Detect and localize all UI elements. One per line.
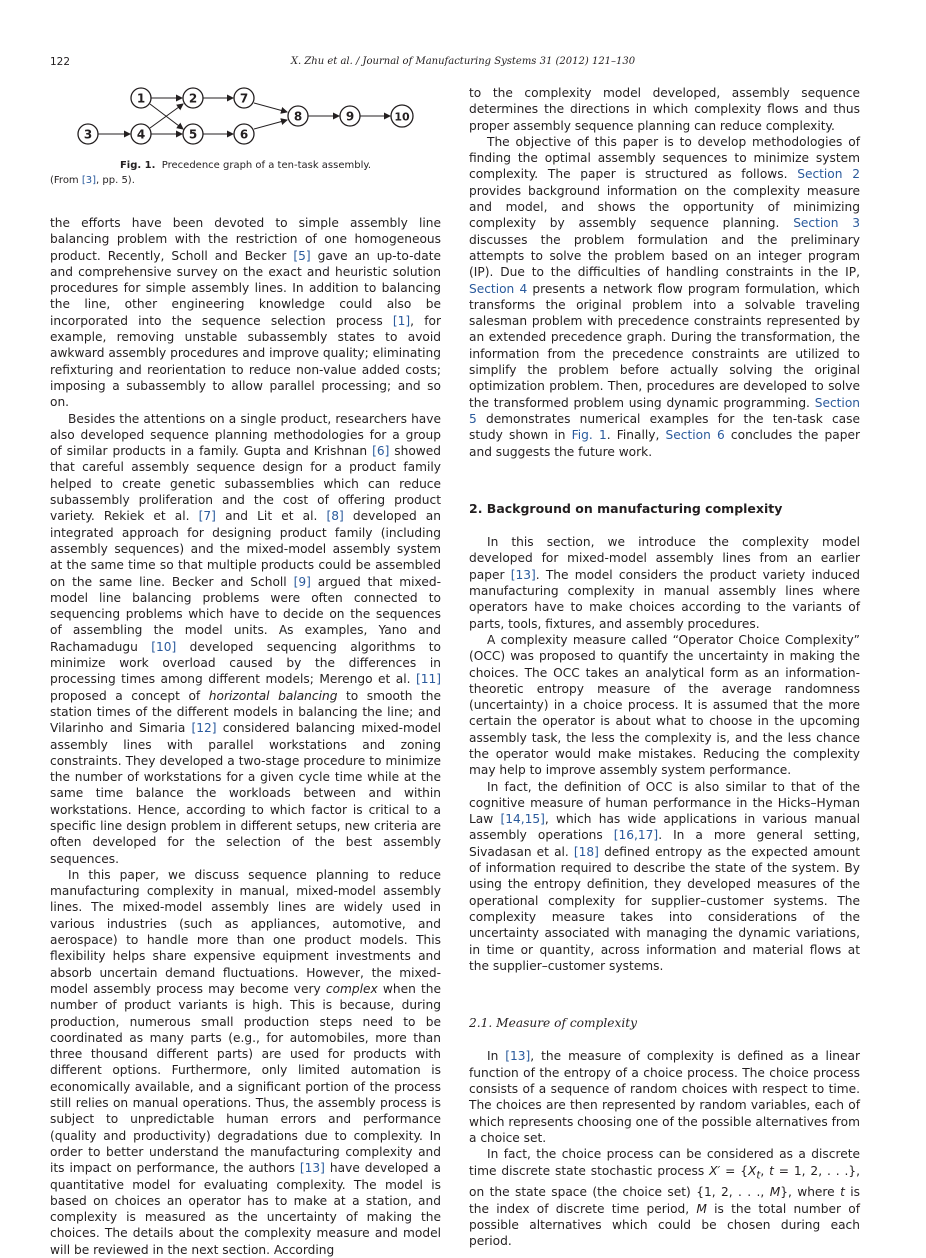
text-run: the efforts have been devoted to simple assembly line balancing problem with the restriction of one homogeneous product. Recently, Scholl and Becker	[50, 216, 441, 263]
text-run: = 1, 2, . . .}, on the state space (the choice set) {1, 2, . . .,	[469, 1163, 861, 1200]
section-link[interactable]: Section 3	[793, 216, 860, 231]
reference-link[interactable]: [13]	[510, 567, 536, 582]
figure-source-post: , pp. 5).	[96, 175, 135, 186]
subsection-heading: 2.1. Measure of complexity	[469, 1016, 638, 1031]
node-4-label: 4	[136, 127, 146, 142]
math-subscript: t	[756, 1169, 761, 1181]
text-run: developed sequencing algorithms to minimize work overload caused by the differences in processing times among different models; Merengo et al.	[50, 639, 441, 687]
reference-link[interactable]: [8]	[326, 509, 344, 524]
reference-link[interactable]: [13]	[505, 1049, 531, 1064]
figure-caption-label: Fig. 1.	[119, 160, 156, 171]
node-2-label: 2	[188, 91, 198, 106]
text-run: developed an integrated approach for designing product family (including assembly sequences) and the mixed-model assembly system at the same time so that multiple products could be assembled on the same line. Becker and Scholl	[50, 509, 442, 589]
running-head: X. Zhu et al. / Journal of Manufacturing Systems 31 (2012) 121–130	[290, 56, 636, 67]
reference-link[interactable]: [11]	[415, 672, 441, 687]
node-3-label: 3	[83, 127, 93, 142]
text-run: The objective of this paper is to develop methodologies of finding the optimal assembly sequences to minimize system complexity. The paper is structured as follows.	[469, 134, 860, 182]
node-10-label: 10	[394, 110, 410, 124]
reference-link[interactable]: [14,15]	[500, 812, 545, 827]
node-7-label: 7	[239, 91, 249, 106]
text-run: , which has wide applications in various manual assembly operations	[469, 812, 860, 843]
section-link[interactable]: Section 4	[469, 281, 528, 296]
right-column	[469, 85, 860, 1249]
section-link[interactable]: Section 5	[469, 395, 860, 426]
figure-source	[50, 175, 135, 186]
paragraph	[469, 134, 860, 460]
paragraph	[469, 1048, 860, 1146]
reference-link[interactable]: [12]	[191, 721, 217, 736]
text-run: gave an up-to-date and comprehensive survey on the exact and heuristic solution procedures for simple assembly lines. In addition to balancing the line, other engineering knowledge could also be incorporated into the sequence selection process	[50, 248, 441, 328]
reference-link[interactable]: [10]	[151, 639, 177, 654]
text-run: and Lit et al.	[215, 509, 327, 524]
reference-link[interactable]: [6]	[372, 444, 390, 459]
paragraph	[50, 867, 441, 1258]
page-number: 122	[50, 56, 71, 68]
text-run: showed that careful assembly sequence design for a product family helped to create genetic subassemblies which can reduce subassembly proliferation and the cost of offering product variety. Rekiek et al.	[50, 444, 441, 524]
paragraph	[469, 779, 860, 975]
text-run: . Finally,	[606, 428, 666, 443]
text-run: is the total number of possible alternatives which could be chosen during each period.	[469, 1201, 860, 1249]
italic-term: horizontal balancing	[208, 688, 338, 703]
paragraph: A complexity measure called “Operator Choice Complexity” (OCC) was proposed to quantify the uncertainty in making the choices. The OCC takes an analytical form as an information-theoretic entropy measure of the average randomness (uncertainty) in a choice process. It is assumed that the more certain the operator is about what to choose in the upcoming assembly task, the less the complexity is, and the less chance the operator would make mistakes. Reducing the complexity may help to improve assembly system performance.	[469, 632, 860, 778]
node-8-label: 8	[293, 109, 303, 124]
text-run: = {	[720, 1163, 748, 1178]
node-6-label: 6	[239, 127, 249, 142]
math-symbol: t	[769, 1163, 774, 1178]
section-heading: 2. Background on manufacturing complexity	[469, 500, 783, 516]
text-run: . In a more general setting, Sivadasan et al.	[469, 828, 860, 859]
text-run: In fact, the choice process can be considered as a discrete time discrete state stochastic process	[469, 1147, 860, 1178]
figure-caption	[50, 160, 441, 171]
text-run: proposed a concept of	[50, 688, 209, 703]
text-run: to smooth the station times of the different models in balancing the line; and Vilarinho and Simaria	[50, 688, 441, 736]
text-run: provides background information on the complexity measure and model, and shows the opportunity of minimizing complexity by assembly sequence planning.	[469, 183, 860, 231]
reference-link[interactable]: [18]	[573, 844, 599, 859]
math-symbol: M	[769, 1185, 781, 1200]
text-run: is the index of discrete time period,	[469, 1185, 860, 1216]
italic-term: complex	[325, 981, 378, 996]
paragraph: to the complexity model developed, assembly sequence determines the directions in which complexity flows and thus proper assembly sequence planning can reduce complexity.	[469, 86, 860, 133]
text-run: when the number of product variants is high. This is because, during production, numerous small production steps need to be coordinated as many parts (e.g., for automobiles, more than three thousand different parts) are used for products with different options. Furthermore, only limited automation is economically available, and a significant portion of the process still relies on manual operations. Thus, the assembly process is subject to unpredictable human errors and performance (quality and productivity) degradations due to complexity. In order to better understand the manufacturing complexity and its impact on performance, the authors	[50, 981, 441, 1176]
figure-source-pre: (From	[50, 175, 82, 186]
reference-link[interactable]: [16,17]	[613, 828, 659, 843]
text-run: Besides the attentions on a single product, researchers have also developed sequence planning methodologies for a group of similar products in a family. Gupta and Krishnan	[50, 411, 441, 459]
left-column	[50, 215, 441, 1258]
reference-link[interactable]: [1]	[392, 313, 411, 328]
paragraph	[50, 411, 441, 867]
text-run: defined entropy as the expected amount of information required to describe the state of the system. By using the entropy definition, they developed measures of the operational complexity for supplier–customer systems. The complexity measure takes into considerations of the uncertainty associated with managing the dynamic variations, in time or quantity, across information and material flows at the supplier–customer systems.	[469, 844, 860, 973]
text-run: ,	[760, 1163, 770, 1178]
edge-6-8	[254, 120, 287, 129]
text-run: , for example, removing unstable subassembly states to avoid awkward assembly procedures and improve quality; eliminating refixturing and reorientation to reduce non-value added costs; imposing a subassembly to allow parallel processing; and so on.	[50, 313, 441, 410]
math-symbol: M	[696, 1201, 707, 1216]
node-5-label: 5	[188, 127, 198, 142]
text-run: argued that mixed-model line balancing problems were often connected to sequencing problems which have to decide on the sequences of assembling the model units. As examples, Yano and Rachamadugu	[50, 574, 441, 654]
figure-caption-text: Precedence graph of a ten-task assembly.	[161, 160, 372, 171]
text-run: demonstrates numerical examples for the ten-task case study shown in	[469, 411, 860, 443]
text-run: considered balancing mixed-model assembly lines with parallel workstations and zoning constraints. They developed a two-stage procedure to minimize the number of workstations for a given cycle time while at the same time balance the workloads between and within workstations. Hence, according to which factor is critical to a specific line design problem in different setups, new criteria are often developed for the selection of the best assembly sequences.	[50, 721, 441, 866]
reference-link[interactable]: [13]	[299, 1161, 325, 1176]
reference-link[interactable]: [5]	[293, 248, 311, 263]
node-9-label: 9	[345, 109, 355, 124]
text-run: In this paper, we discuss sequence planning to reduce manufacturing complexity in manual, mixed-model assembly lines. The mixed-model assembly lines are widely used in various industries (such as appliances, automotive, and aerospace) to handle more than one product models. This flexibility helps share expensive equipment investments and absorb uncertain demand fluctuations. However, the mixed-model assembly process may become very	[50, 867, 441, 996]
reference-link[interactable]: [3]	[81, 175, 97, 186]
text-run: presents a network flow program formulation, which transforms the original problem into a solvable traveling salesman problem with precedence constraints represented by an extended precedence graph. During the transformation, the information from the precedence constraints are utilized to simplify the problem before actually solving the original optimization problem. Then, procedures are developed to solve the transformed problem using dynamic programming.	[469, 281, 860, 410]
section-link[interactable]: Section 2	[797, 167, 860, 182]
math-symbol: X′	[709, 1163, 721, 1178]
text-run: In fact, the definition of OCC is also similar to that of the cognitive measure of human performance in the Hicks–Hyman Law	[469, 779, 860, 827]
precedence-graph	[50, 85, 441, 160]
paragraph	[469, 534, 860, 632]
text-run: . The model considers the product variety induced manufacturing complexity in manual assembly lines where operators have to make choices according to the variants of parts, tools, fixtures, and assembly procedures.	[469, 567, 860, 631]
text-run: In	[487, 1049, 506, 1064]
math-symbol: t	[840, 1185, 845, 1200]
node-1-label: 1	[136, 91, 146, 106]
edge-7-8	[254, 103, 287, 112]
reference-link[interactable]: [9]	[293, 574, 311, 589]
text-run: , the measure of complexity is defined as a linear function of the entropy of a choice process. The choice process consists of a sequence of random choices with respect to time. The choices are then represented by random variables, each of which represents choosing one of the possible alternatives from a choice set.	[469, 1049, 860, 1145]
paragraph	[50, 215, 441, 411]
text-run: In this section, we introduce the complexity model developed for mixed-model assembly lines from an earlier paper	[469, 535, 860, 582]
figure-link[interactable]: Fig. 1	[571, 428, 607, 443]
math-symbol: X	[748, 1163, 757, 1178]
text-run: concludes the paper and suggests the future work.	[469, 428, 861, 459]
text-run: have developed a quantitative model for evaluating complexity. The model is based on choices an operator has to make at a station, and complexity is measured as the uncertainty of making the choices. The details about the complexity measure and model will be reviewed in the next section. According	[50, 1161, 441, 1257]
section-link[interactable]: Section 6	[665, 428, 725, 443]
text-run: discusses the problem formulation and the preliminary attempts to solve the problem based on an integer program (IP). Due to the difficulties of handling constraints in the IP,	[469, 232, 860, 280]
text-run: }, where	[780, 1185, 841, 1200]
reference-link[interactable]: [7]	[198, 509, 216, 524]
